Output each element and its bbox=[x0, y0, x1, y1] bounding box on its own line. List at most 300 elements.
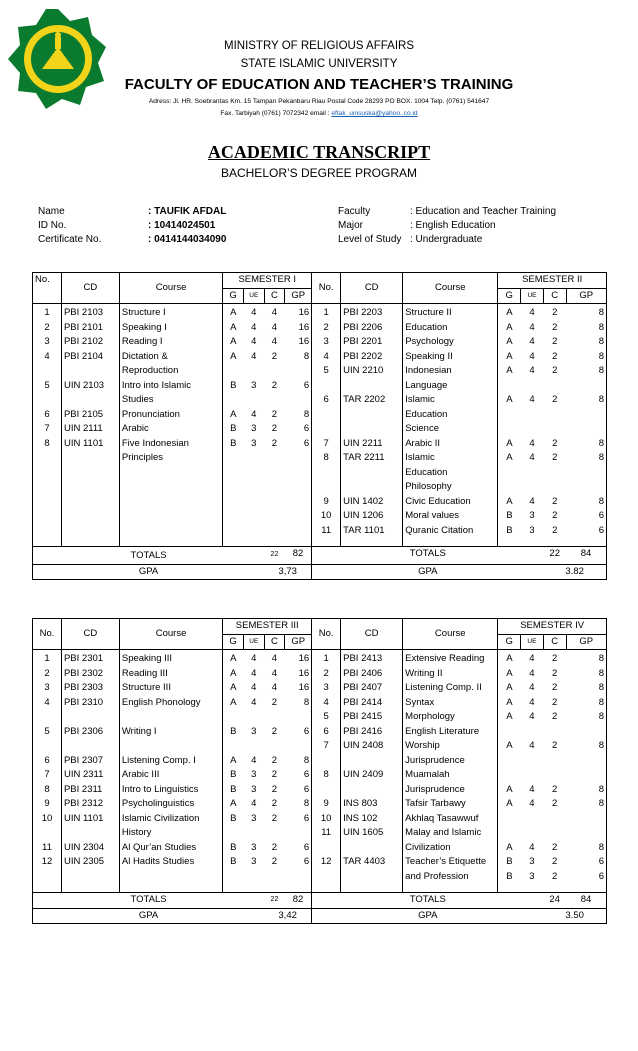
course-code bbox=[61, 870, 119, 885]
course-name: Reading III bbox=[119, 667, 222, 682]
grade: A bbox=[223, 408, 244, 423]
row-no: 8 bbox=[33, 437, 62, 452]
ue-value bbox=[521, 408, 544, 423]
spacer-cell bbox=[243, 884, 264, 893]
course-name: Malay and Islamic bbox=[403, 826, 498, 841]
grade: A bbox=[498, 739, 521, 754]
row-no bbox=[312, 408, 341, 423]
row-no bbox=[33, 480, 62, 495]
gpa-label: GPA bbox=[33, 564, 265, 580]
grade-points: 6 bbox=[303, 841, 310, 853]
level-value: : Undergraduate bbox=[410, 234, 483, 245]
spacer-cell bbox=[521, 538, 544, 547]
grade-points: 6 bbox=[566, 855, 606, 870]
spacer-cell bbox=[119, 538, 222, 547]
ue-value: 3 bbox=[251, 769, 257, 780]
grade-points: 16 bbox=[298, 336, 310, 347]
left-total-credits: 22 bbox=[264, 893, 285, 909]
course-code bbox=[341, 408, 403, 423]
header-course: Course bbox=[403, 273, 498, 304]
course-code: PBI 2312 bbox=[61, 797, 119, 812]
grade: A bbox=[223, 667, 244, 682]
table-row bbox=[33, 855, 607, 870]
table-row bbox=[33, 451, 607, 466]
credits bbox=[264, 710, 285, 725]
grade: A bbox=[498, 335, 521, 350]
table-row bbox=[33, 710, 607, 725]
course-code: PBI 2406 bbox=[341, 667, 403, 682]
fax-text: Fax. Tarbiyah (0761) 7072342 email : bbox=[220, 110, 332, 117]
credits: 2 bbox=[271, 754, 278, 766]
grade-points: 16 bbox=[298, 653, 310, 664]
course-name: Five Indonesian bbox=[119, 437, 222, 452]
right-total-gp: 84 bbox=[566, 547, 606, 565]
course-code: PBI 2302 bbox=[61, 667, 119, 682]
grade bbox=[498, 408, 521, 423]
grade: A bbox=[223, 304, 244, 321]
ue-value: 3 bbox=[251, 423, 257, 434]
grade-points: 6 bbox=[566, 509, 606, 524]
semester-label-right: SEMESTER II bbox=[498, 273, 607, 289]
spacer-cell bbox=[33, 884, 62, 893]
course-name bbox=[119, 480, 222, 495]
row-no: 5 bbox=[312, 710, 341, 725]
grade: A bbox=[498, 783, 521, 798]
ue-value bbox=[521, 466, 544, 481]
course-code: UIN 1101 bbox=[61, 437, 119, 452]
grade bbox=[498, 725, 521, 740]
table-row bbox=[33, 480, 607, 495]
grade-points: 8 bbox=[566, 710, 606, 725]
email-link[interactable]: eftak_uinsuska@yahoo..co.id bbox=[331, 110, 418, 117]
grade: A bbox=[498, 321, 521, 336]
header-gp: GP bbox=[285, 288, 312, 304]
row-no: 9 bbox=[312, 797, 341, 812]
row-no bbox=[312, 480, 341, 495]
course-code: PBI 2415 bbox=[341, 710, 403, 725]
ue-value: 4 bbox=[529, 321, 535, 333]
ue-value: 4 bbox=[251, 321, 257, 333]
course-code: PBI 2416 bbox=[341, 725, 403, 740]
course-name: Reproduction bbox=[119, 364, 222, 379]
credits bbox=[543, 812, 566, 827]
course-code bbox=[61, 495, 119, 510]
grade: A bbox=[223, 797, 244, 812]
table-row bbox=[33, 335, 607, 350]
row-no bbox=[33, 509, 62, 524]
course-name: Education bbox=[403, 466, 498, 481]
name-label: Name bbox=[38, 206, 65, 217]
course-code: UIN 2409 bbox=[341, 768, 403, 783]
row-no: 10 bbox=[33, 812, 62, 827]
course-name: Jurisprudence bbox=[403, 754, 498, 769]
course-name: Philosophy bbox=[403, 480, 498, 495]
credits: 2 bbox=[271, 856, 278, 867]
table-row bbox=[33, 408, 607, 423]
credits: 2 bbox=[271, 725, 278, 737]
course-name: Intro to Linguistics bbox=[119, 783, 222, 798]
row-no bbox=[33, 466, 62, 481]
grade-points: 6 bbox=[303, 812, 310, 824]
course-code bbox=[341, 379, 403, 394]
table-row bbox=[33, 768, 607, 783]
header-cd: CD bbox=[61, 619, 119, 650]
grade-points bbox=[285, 826, 312, 841]
grade-points bbox=[285, 509, 312, 524]
grade: A bbox=[498, 667, 521, 682]
grade: A bbox=[223, 321, 244, 336]
course-code: UIN 2311 bbox=[61, 768, 119, 783]
grade-points: 8 bbox=[303, 696, 310, 708]
table-row bbox=[33, 812, 607, 827]
row-no: 11 bbox=[33, 841, 62, 856]
grade: B bbox=[223, 768, 244, 783]
table-row bbox=[33, 826, 607, 841]
credits: 2 bbox=[271, 350, 278, 362]
table-row bbox=[33, 681, 607, 696]
header-c: C bbox=[543, 634, 566, 650]
ue-value: 4 bbox=[529, 682, 535, 693]
credits: 4 bbox=[271, 307, 278, 318]
ue-value bbox=[521, 480, 544, 495]
grade: B bbox=[223, 422, 244, 437]
course-name: History bbox=[119, 826, 222, 841]
left-total-gp: 82 bbox=[285, 547, 312, 565]
ue-value: 4 bbox=[529, 711, 535, 722]
semester-label-right: SEMESTER IV bbox=[498, 619, 607, 635]
grade-points bbox=[566, 725, 606, 740]
table-row bbox=[33, 422, 607, 437]
spacer-row bbox=[33, 884, 607, 893]
ue-value bbox=[243, 870, 264, 885]
table-row bbox=[33, 725, 607, 740]
course-code: UIN 2304 bbox=[61, 841, 119, 856]
course-code: PBI 2311 bbox=[61, 783, 119, 798]
row-no: 2 bbox=[312, 321, 341, 336]
credits: 2 bbox=[552, 336, 558, 347]
spacer-cell bbox=[341, 884, 403, 893]
row-no: 3 bbox=[312, 335, 341, 350]
table-row bbox=[33, 783, 607, 798]
row-no: 5 bbox=[33, 379, 62, 394]
row-no: 8 bbox=[33, 783, 62, 798]
course-code: UIN 1206 bbox=[341, 509, 403, 524]
major-value: : English Education bbox=[410, 220, 496, 231]
header-cd: CD bbox=[341, 273, 403, 304]
left-gpa-value: 3,73 bbox=[264, 564, 312, 580]
ue-value: 3 bbox=[251, 856, 257, 867]
grade-points bbox=[566, 826, 606, 841]
grade bbox=[223, 826, 244, 841]
spacer-cell bbox=[285, 538, 312, 547]
course-code bbox=[61, 710, 119, 725]
header-g: G bbox=[498, 634, 521, 650]
course-name: Arabic III bbox=[119, 768, 222, 783]
credits: 2 bbox=[552, 798, 558, 809]
grade bbox=[498, 768, 521, 783]
grade-points: 8 bbox=[566, 667, 606, 682]
grade-points: 6 bbox=[303, 856, 310, 867]
grade: B bbox=[223, 725, 244, 740]
grade-points: 6 bbox=[303, 379, 310, 391]
course-name: Civic Education bbox=[403, 495, 498, 510]
credits: 2 bbox=[552, 394, 558, 405]
course-name: Listening Comp. II bbox=[403, 681, 498, 696]
grade-points: 16 bbox=[298, 321, 310, 333]
credits: 4 bbox=[271, 667, 278, 679]
header-g: G bbox=[223, 634, 244, 650]
course-name: Speaking I bbox=[119, 321, 222, 336]
grade-points: 8 bbox=[566, 304, 606, 321]
row-no: 10 bbox=[312, 509, 341, 524]
totals-label: TOTALS bbox=[33, 547, 265, 565]
row-no bbox=[312, 783, 341, 798]
spacer-cell bbox=[243, 538, 264, 547]
ue-value: 4 bbox=[251, 696, 257, 708]
ue-value: 4 bbox=[529, 653, 535, 664]
transcript-table-semester-1-2 bbox=[32, 272, 607, 580]
spacer-cell bbox=[223, 884, 244, 893]
table-row bbox=[33, 495, 607, 510]
credits: 2 bbox=[271, 769, 278, 780]
credits: 2 bbox=[552, 321, 558, 333]
course-name: Extensive Reading bbox=[403, 650, 498, 667]
document-title: ACADEMIC TRANSCRIPT bbox=[207, 142, 431, 162]
grade-points: 8 bbox=[566, 841, 606, 856]
row-no: 1 bbox=[312, 304, 341, 321]
credits: 2 bbox=[271, 423, 278, 434]
course-code: TAR 2202 bbox=[341, 393, 403, 408]
ue-value: 4 bbox=[529, 365, 535, 376]
course-name: Speaking III bbox=[119, 650, 222, 667]
transcript-table-semester-3-4 bbox=[32, 618, 607, 924]
course-name: Tafsir Tarbawy bbox=[403, 797, 498, 812]
spacer-cell bbox=[403, 538, 498, 547]
course-name: and Profession bbox=[403, 870, 498, 885]
spacer-row bbox=[33, 538, 607, 547]
row-no: 7 bbox=[312, 437, 341, 452]
course-name bbox=[119, 524, 222, 539]
course-code: UIN 1605 bbox=[341, 826, 403, 841]
credits bbox=[264, 451, 285, 466]
row-no: 1 bbox=[33, 304, 62, 321]
table-row bbox=[33, 379, 607, 394]
ue-value bbox=[243, 466, 264, 481]
course-code bbox=[341, 466, 403, 481]
course-code bbox=[61, 451, 119, 466]
grade bbox=[223, 466, 244, 481]
row-no: 2 bbox=[312, 667, 341, 682]
credits bbox=[264, 870, 285, 885]
semester-label-left: SEMESTER I bbox=[223, 273, 312, 289]
spacer-cell bbox=[498, 538, 521, 547]
row-no: 1 bbox=[33, 650, 62, 667]
row-no: 3 bbox=[312, 681, 341, 696]
course-name: Science bbox=[403, 422, 498, 437]
grade-points bbox=[285, 393, 312, 408]
id-value: : 10414024501 bbox=[148, 220, 216, 231]
row-no bbox=[312, 466, 341, 481]
grade: B bbox=[223, 812, 244, 827]
credits: 2 bbox=[271, 696, 278, 708]
ue-value: 4 bbox=[529, 394, 535, 405]
row-no bbox=[312, 754, 341, 769]
table-row bbox=[33, 393, 607, 408]
grade: B bbox=[223, 437, 244, 452]
row-no: 2 bbox=[33, 321, 62, 336]
ue-value: 3 bbox=[251, 725, 257, 737]
grade-points: 8 bbox=[303, 798, 310, 809]
course-code: UIN 2305 bbox=[61, 855, 119, 870]
grade: B bbox=[223, 855, 244, 870]
spacer-cell bbox=[521, 884, 544, 893]
credits: 4 bbox=[271, 336, 278, 347]
grade: A bbox=[223, 681, 244, 696]
row-no: 11 bbox=[312, 826, 341, 841]
ue-value bbox=[243, 524, 264, 539]
grade: B bbox=[223, 783, 244, 798]
row-no: 12 bbox=[33, 855, 62, 870]
course-name: Arabic II bbox=[403, 437, 498, 452]
grade-points: 8 bbox=[566, 696, 606, 711]
credits bbox=[264, 509, 285, 524]
credits bbox=[543, 408, 566, 423]
grade-points bbox=[566, 812, 606, 827]
grade bbox=[498, 379, 521, 394]
row-no: 5 bbox=[33, 725, 62, 740]
grade-points: 8 bbox=[566, 335, 606, 350]
right-total-credits: 22 bbox=[543, 547, 566, 565]
credits: 4 bbox=[271, 682, 278, 693]
course-code: PBI 2101 bbox=[61, 321, 119, 336]
course-name bbox=[119, 509, 222, 524]
ue-value: 4 bbox=[529, 437, 535, 449]
header-course: Course bbox=[403, 619, 498, 650]
header-no: No. bbox=[33, 273, 62, 304]
faculty-line: FACULTY OF EDUCATION AND TEACHER’S TRAINING bbox=[124, 76, 514, 93]
row-no: 10 bbox=[312, 812, 341, 827]
table-row bbox=[33, 870, 607, 885]
grade-points: 8 bbox=[566, 783, 606, 798]
grade-points: 8 bbox=[566, 650, 606, 667]
course-name: Dictation & bbox=[119, 350, 222, 365]
grade-points: 6 bbox=[303, 423, 310, 434]
grade: B bbox=[498, 855, 521, 870]
grade bbox=[498, 480, 521, 495]
ue-value: 3 bbox=[529, 870, 535, 882]
course-code bbox=[61, 480, 119, 495]
ue-value: 4 bbox=[251, 754, 257, 766]
credits: 2 bbox=[552, 437, 558, 449]
credits bbox=[264, 466, 285, 481]
course-name: Pronunciation bbox=[119, 408, 222, 423]
header-ue: UE bbox=[521, 288, 544, 304]
totals-label: TOTALS bbox=[312, 893, 544, 909]
course-name: Structure III bbox=[119, 681, 222, 696]
row-no bbox=[33, 451, 62, 466]
grade-points bbox=[566, 422, 606, 437]
ue-value: 4 bbox=[529, 783, 535, 795]
course-name: Education bbox=[403, 408, 498, 423]
spacer-cell bbox=[543, 538, 566, 547]
ue-value: 4 bbox=[529, 798, 535, 809]
level-label: Level of Study bbox=[338, 234, 402, 245]
row-no bbox=[312, 870, 341, 885]
grade bbox=[223, 451, 244, 466]
header-ue: UE bbox=[521, 634, 544, 650]
grade-points bbox=[285, 710, 312, 725]
grade: A bbox=[498, 437, 521, 452]
grade bbox=[223, 509, 244, 524]
credits: 2 bbox=[552, 307, 558, 318]
address-line: Adress: Jl. HR. Soebrantas Km. 15 Tampan Pekanbaru Riau Postal Code 28293 PO BOX. 1004 Telp. (0761) 541647 bbox=[148, 98, 490, 105]
ue-value: 4 bbox=[529, 495, 535, 507]
spacer-cell bbox=[498, 884, 521, 893]
course-name: Muamalah bbox=[403, 768, 498, 783]
table-row bbox=[33, 350, 607, 365]
table-row bbox=[33, 739, 607, 754]
right-gpa-value: 3.82 bbox=[543, 564, 606, 580]
table-row bbox=[33, 364, 607, 379]
grade-points bbox=[566, 466, 606, 481]
ue-value: 4 bbox=[251, 350, 257, 362]
table-row bbox=[33, 437, 607, 452]
row-no bbox=[33, 364, 62, 379]
course-code: PBI 2307 bbox=[61, 754, 119, 769]
course-code: PBI 2306 bbox=[61, 725, 119, 740]
ue-value: 3 bbox=[251, 379, 257, 391]
header-gp: GP bbox=[566, 288, 606, 304]
course-name: Morphology bbox=[403, 710, 498, 725]
table-row bbox=[33, 304, 607, 321]
grade-points: 8 bbox=[566, 797, 606, 812]
credits: 2 bbox=[552, 452, 558, 463]
course-name: Language bbox=[403, 379, 498, 394]
spacer-cell bbox=[119, 884, 222, 893]
course-name bbox=[119, 739, 222, 754]
credits: 2 bbox=[552, 841, 558, 853]
ue-value bbox=[243, 739, 264, 754]
row-no: 7 bbox=[33, 422, 62, 437]
course-name bbox=[119, 466, 222, 481]
ue-value: 4 bbox=[251, 682, 257, 693]
grade-points: 16 bbox=[298, 682, 310, 693]
grade: B bbox=[498, 870, 521, 885]
grade bbox=[223, 524, 244, 539]
credits: 2 bbox=[552, 856, 558, 867]
id-label: ID No. bbox=[38, 220, 67, 231]
row-no bbox=[33, 710, 62, 725]
table-row bbox=[33, 509, 607, 524]
credits: 2 bbox=[552, 711, 558, 722]
credits bbox=[543, 826, 566, 841]
ue-value bbox=[521, 826, 544, 841]
credits bbox=[264, 524, 285, 539]
course-code bbox=[341, 870, 403, 885]
credits: 2 bbox=[552, 510, 558, 521]
ue-value: 4 bbox=[529, 350, 535, 362]
grade: A bbox=[498, 710, 521, 725]
ue-value bbox=[243, 364, 264, 379]
row-no: 4 bbox=[33, 350, 62, 365]
course-name: Syntax bbox=[403, 696, 498, 711]
grade-points bbox=[285, 739, 312, 754]
course-name: Akhlaq Tasawwuf bbox=[403, 812, 498, 827]
ue-value: 3 bbox=[529, 510, 535, 521]
left-gpa-value: 3,42 bbox=[264, 908, 312, 924]
course-code bbox=[341, 480, 403, 495]
ue-value bbox=[521, 812, 544, 827]
